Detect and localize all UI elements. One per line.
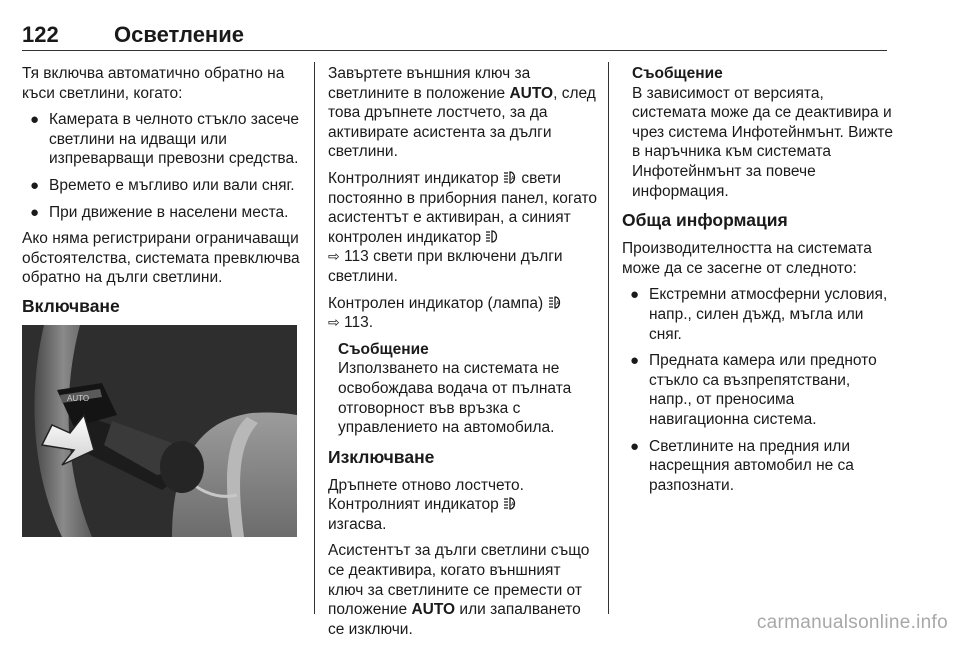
page-reference[interactable]: 113. [344, 314, 374, 332]
list-item: ● Екстремни атмосферни условия, напр., силен дъжд, мъгла или сняг. [630, 286, 888, 343]
bullet-icon: ● [630, 352, 640, 370]
bullet-icon: ● [30, 111, 40, 129]
page-reference-icon[interactable]: ⇨ [328, 248, 340, 265]
indicator-paragraph: Контролният индикатор A свети постоянно в приборния панел, когато асистентът е активиран, а синият контролен индикатор ⇨ 113 свети при включени дълги светлини. [328, 169, 598, 285]
lever-illustration-svg [22, 325, 297, 537]
high-beam-assist-indicator-icon [503, 497, 517, 510]
high-beam-indicator-icon [485, 230, 499, 243]
column-1 [22, 64, 304, 537]
list-item: ● Времето е мъгливо или вали сняг. [30, 176, 295, 194]
page-header [22, 22, 887, 52]
fallback-paragraph: Ако няма регистрирани ограничаващи обстоятелства, системата превключва обратно на дълги светлини. [22, 230, 300, 287]
section-heading-deactivation: Изключване [328, 446, 435, 467]
column-divider-2 [608, 62, 609, 614]
bullet-icon: ● [30, 203, 40, 221]
list-item: ● Камерата в челното стъкло засече светлини на идващи или изпреварващи превозни средства. [30, 111, 300, 168]
page-reference-icon[interactable]: ⇨ [328, 314, 340, 331]
note-title: Съобщение [632, 65, 723, 82]
intro-paragraph: Тя включва автоматично обратно на къси светлини, когато: [22, 65, 285, 102]
high-beam-assist-lamp-icon [548, 296, 562, 309]
column-divider-1 [314, 62, 315, 614]
list-item: ● Предната камера или предното стъкло са възпрепятствани, напр., от преносима навигационна система. [630, 352, 877, 428]
limitations-list [622, 285, 897, 495]
column-2 [328, 64, 598, 646]
lever-label: AUTO [67, 393, 90, 403]
conditions-list [22, 110, 304, 222]
note-box [622, 64, 897, 201]
high-beam-assist-indicator-icon [503, 171, 517, 184]
svg-text:A: A [555, 300, 559, 307]
general-intro: Производителността на системата може да се засегне от следното: [622, 240, 872, 277]
bullet-icon: ● [30, 176, 40, 194]
page-reference[interactable]: 113 [344, 248, 369, 266]
bullet-icon: ● [630, 286, 640, 304]
page-title: Осветление [114, 22, 244, 47]
svg-text:A: A [511, 175, 515, 182]
column-3 [622, 64, 897, 502]
deactivation-paragraph: Дръпнете отново лостчето. Контролният индикатор A изгасва. [328, 476, 524, 533]
activation-paragraph: Завъртете външния ключ за светлините в положение AUTO, след това дръпнете лостчето, за да активирате асистента за дълги светлини. [328, 65, 596, 161]
note-body: Използването на системата не освобождава водача от пълната отговорност във връзка с управлението на автомобила. [338, 360, 572, 437]
list-item: ● При движение в населени места. [30, 203, 289, 221]
lever-illustration [22, 325, 297, 537]
note-box [328, 340, 598, 438]
bullet-icon: ● [630, 437, 640, 455]
section-heading-general: Обща информация [622, 210, 788, 231]
lamp-paragraph: Контролен индикатор (лампа) A ⇨ 113. [328, 294, 598, 333]
note-body: В зависимост от версията, системата може да се деактивира и чрез система Инфотейнмънт. Вижте в наръчника към системата Инфотейнмънт за повече информация. [632, 84, 893, 200]
note-title: Съобщение [338, 340, 429, 358]
header-rule [22, 50, 887, 51]
section-heading-activation: Включване [22, 295, 120, 316]
list-item: ● Светлините на предния или насрещния автомобил не са разпознати. [630, 437, 854, 494]
page-number: 122 [22, 22, 59, 47]
auto-deactivation-paragraph: Асистентът за дълги светлини също се деактивира, когато външният ключ за светлините се премести от положение AUTO или запалването се изключи. [328, 542, 590, 638]
svg-text:A: A [511, 502, 515, 509]
watermark: carmanualsonline.info [756, 612, 948, 633]
